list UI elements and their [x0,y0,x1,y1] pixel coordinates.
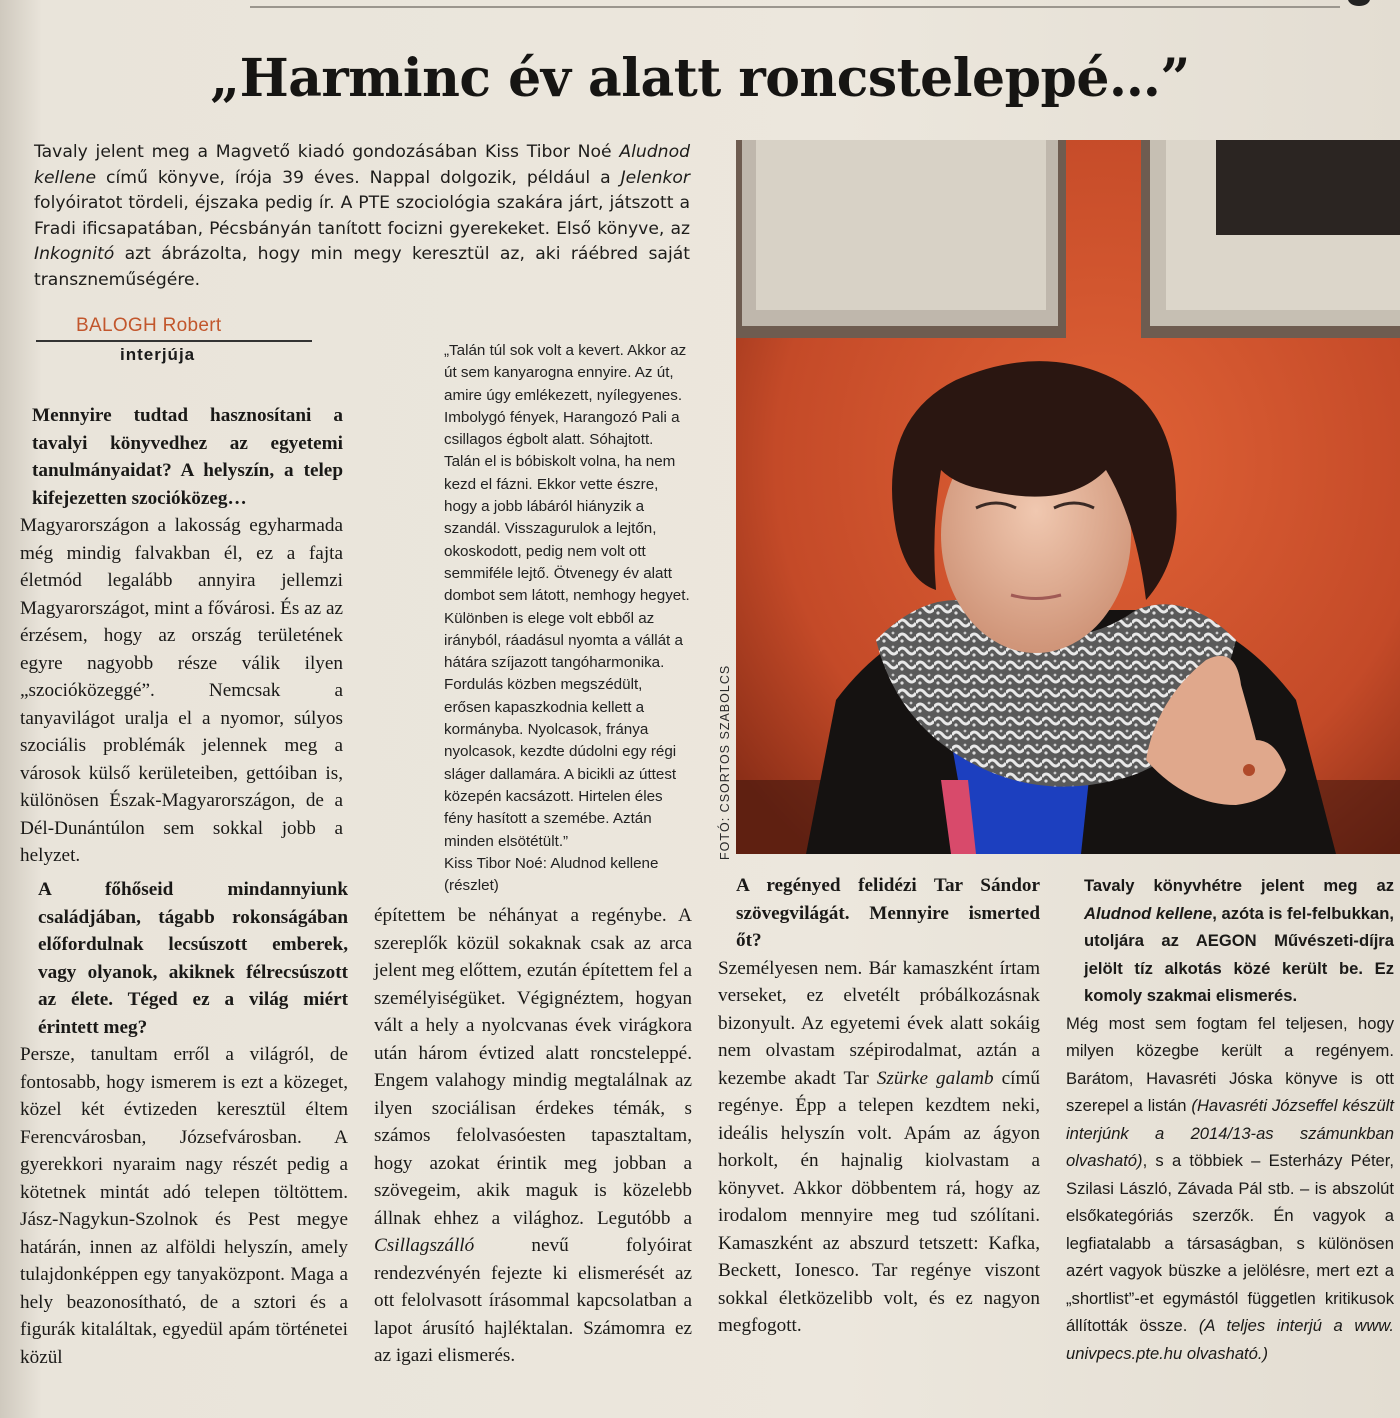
excerpt-text: „Talán túl sok volt a kevert. Akkor az út sem kanyarogna ennyire. Az út, amire úgy emlékezett, nyílegyenes. Imbolygó fények, Harangozó Pali a csillagos égbolt alatt. Sóhajtott. Talán el is bóbiskolt volna, ha nem kezd el fázni. Ekkor vette észre, hogy a jobb lábáról hiányzik a szandál. Visszagurulok a lejtőn, okoskodott, pedig nem volt ott semmiféle lejtő. Ötvenegy év alatt dombot sem látott, nemhogy hegyet. Különben is elege volt ebből az irányból, ráadásul nyomta a vállát a hátára szíjazott tangóharmonika. Fordulás közben megszédült, erősen kapaszkodnia kellett a kormányba. Nyolcasok, fránya nyolcasok, kezdte dúdolni egy régi sláger dallamára. A bicikli az úttest közepén kacsázott. Hirtelen éles fény hasított a szemébe. Aztán minden elsötétült.” [444,342,690,850]
lead-text-2: című könyve, írója 39 éves. Nappal dolgozik, például a [96,167,621,188]
cold-q-text-1: Tavaly könyvhétre jelent meg az [1084,876,1394,895]
excerpt-source: Kiss Tibor Noé: Aludnod kellene [444,854,659,872]
column-a [20,876,348,1371]
question-tar-sandor: A regényed felidézi Tar Sándor szövegvilágát. Mennyire ismerted őt? [736,875,1040,951]
author-portrait-photo [736,140,1400,854]
lead-text-4: azt ábrázolta, hogy min megy keresztül az, aki ráébred saját transzneműségére. [34,244,690,290]
author-name: BALOGH Robert [76,315,222,336]
cold-closing-note: (A teljes interjú a www. univpecs.pte.hu olvasható.) [1066,1316,1394,1363]
colb-journal-title: Csillagszálló [374,1235,475,1256]
answer-family: Persze, tanultam erről a világról, de fontosabb, hogy ismerem is ezt a közeget, közel két évtizeden keresztül éltem Ferencvárosban, Józsefvárosban. A gyerekkori nyaraim nagy részét pedig a kötetnek mintát adó telepen töltöttem. Jász-Nagykun-Szolnok és Pest megye határán, innen az alföldi helyszín, amely tulajdonképpen egy tanyaközpont. Maga a hely beazonosítható, de a sztori és a figurák kitaláltak, egyedül apám történetei közül [20,1044,348,1368]
page-corner-mark [1348,0,1370,6]
lead-first-book-title: Inkognitó [34,244,115,264]
colb-text-1: építettem be néhányat a regénybe. A szereplők közül sokaknak csak az arca jelent meg előttem, ezután építettem fel a személyiségüket. Végignéztem, hogyan vált a hely a nyolcvanas évek virágkora után három évtized alatt roncsteleppé. Engem valahogy mindig megtalálnak az ilyen szociálisan érdekes témák, s számos felolvasóesten tapasztaltam, hogy azokat érintik meg jobban a szövegeim, akik maguk is közelebb állnak ehhez a világhoz. Legutóbb a [374,905,692,1229]
lead-text-3: folyóiratot tördeli, éjszaka pedig ír. A PTE szociológia szakára járt, játszott a Fradi ificsapatában, Pécsbányán tanított focizni gyerekeket. Első könyve, az [34,193,690,239]
lead-book-title: Aludnod kellene [34,142,690,188]
book-excerpt [444,340,692,897]
excerpt-note: (részlet) [444,877,499,895]
column-c [718,872,1040,1340]
article-lead [34,140,690,293]
question-aegon [1066,872,1394,1010]
byline-role: interjúja [120,345,196,364]
byline-rule [36,340,312,342]
colc-text-2: című regénye. Épp a telepen kezdtem neki, ideális helyszín volt. Apám az ágyon horkolt, én hajnalig kiolvastam a könyvet. Akkor döbbentem rá, hogy az irodalom mennyire meg tud szólítani. Kamaszként az abszurd tetszett: Kafka, Beckett, Ionesco. Tar regénye viszont sokkal életközelibb volt, és ez nagyon megfogott. [718,1067,1040,1336]
intro-question: Mennyire tudtad hasznosítani a tavalyi könyvedhez az egyetemi tanulmányaidat? A helyszín, a telep kifejezetten szocióközeg… [32,405,343,509]
cold-a-italic-note: (Havasréti Józseffel készült interjúnk a 2014/13-as számunkban olvasható) [1066,1096,1394,1170]
colb-text-2: nevű folyóirat rendezvényén fejezte ki elismerését az ott felolvasott írásommal kapcsolatban a lapot árusító hajléktalan. Számomra ez az igazi elismerés. [374,1235,692,1366]
cold-book-title: Aludnod kellene [1084,903,1213,923]
article-headline: „Harminc év alatt roncsteleppé…” [210,48,1190,109]
colc-text-1: Személyesen nem. Bár kamaszként írtam verseket, ez elvetélt próbálkozásnak bizonyult. Az egyetemi évek alatt sokáig nem olvastam szépirodalmat, aztán a kezembe akadt Tar [718,957,1040,1089]
cold-a-text-2: , s a többiek – Esterházy Péter, Szilasi László, Závada Pál stb. – is abszolút elsőkategóriás szerzők. Én vagyok a legfiatalabb a társaságban, s különösen azért vagyok büszke a jelölésre, mert ezt a „shortlist”-et egymástól független kritikusok állították össze. [1066,1151,1394,1335]
intro-qa [20,402,343,870]
colc-book-title: Szürke galamb [876,1067,994,1089]
lead-text-1: Tavaly jelent meg a Magvető kiadó gondozásában Kiss Tibor Noé [34,142,620,162]
answer-tar-sandor [718,955,1040,1340]
question-family: A főhőseid mindannyiunk családjában, tágabb rokonságában előfordulnak lecsúszott emberek, vagy olyanok, akiknek félrecsúszott az élete. Téged ez a világ miért érintett meg? [38,879,348,1038]
top-rule [250,6,1340,8]
lead-journal-title: Jelenkor [620,167,690,188]
column-d [1066,872,1394,1367]
photo-credit: FOTÓ: CSORTOS SZABOLCS [718,664,732,860]
answer-family-continued [374,902,692,1370]
portrait-illustration [736,140,1400,854]
cold-a-text-1: Még most sem fogtam fel teljesen, hogy milyen közegbe került a regényem. Barátom, Havasréti Jóska könyve is ott szerepel a listán [1066,1013,1394,1115]
intro-answer: Magyarországon a lakosság egyharmada még mindig falvakban él, ez a fajta életmód legalább annyira jellemzi Magyarországot, mint a fővárosi. És az az érzésem, hogy az ország területének egyre nagyobb része válik ilyen „szocióközeggé”. Nemcsak a tanyavilágot uralja el a nyomor, súlyos szociális problémák jelennek meg a városok külső kerületeiben, gettóiban is, különösen Észak-Magyarországon, de a Dél-Dunántúlon sem sokkal jobb a helyzet. [20,515,343,866]
answer-aegon [1066,1010,1394,1368]
cold-q-text-2: , azóta is fel-felbukkan, utoljára az AEGON Művészeti-díjra jelölt tíz alkotás közé került be. Ez komoly szakmai elismerés. [1084,903,1394,1005]
byline [76,315,222,364]
column-b [374,902,692,1370]
